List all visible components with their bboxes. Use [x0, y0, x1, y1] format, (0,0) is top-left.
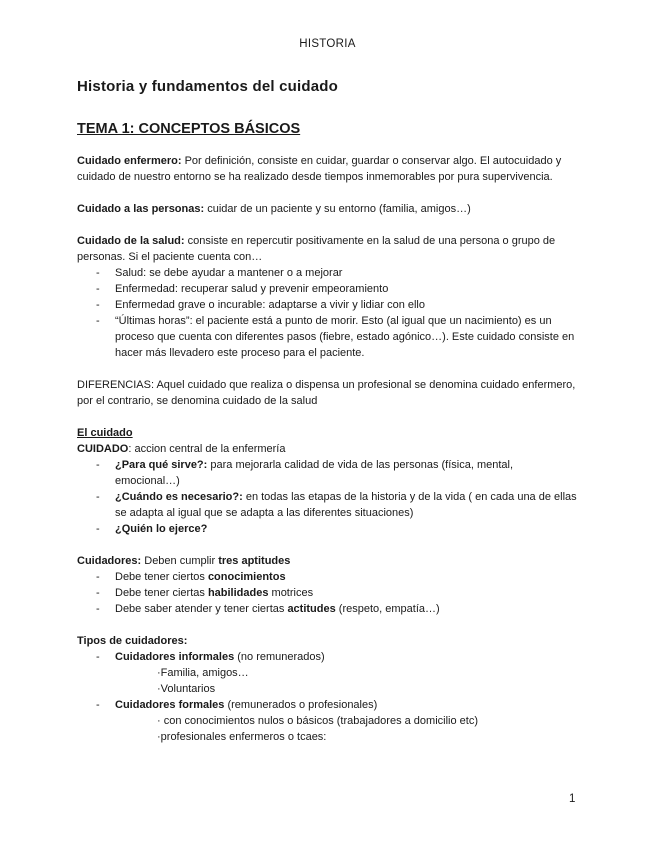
- term-label: Cuidado a las personas:: [77, 203, 205, 215]
- paragraph-cuidado-enfermero: [77, 153, 577, 185]
- salud-list: [77, 265, 577, 361]
- page-header: HISTORIA: [299, 38, 356, 50]
- cuidado-questions-list: [77, 457, 577, 537]
- term-label: CUIDADO: [77, 443, 129, 455]
- item-bold: actitudes: [287, 603, 336, 615]
- document-title: Historia y fundamentos del cuidado: [77, 78, 339, 95]
- list-item: [77, 601, 577, 617]
- paragraph-cuidado-salud: [77, 233, 577, 265]
- term-text: Por definición, consiste en cuidar, guardar o conservar algo. El autocuidado y cuidado de nuestro entorno se ha realizado desde tiempos inmemorables por pura supervivencia.: [77, 155, 562, 183]
- paragraph-diferencias: DIFERENCIAS: Aquel cuidado que realiza o dispensa un profesional se denomina cuidado enfermero, por el contrario, se denomina cuidado de la salud: [77, 379, 576, 407]
- term-label: Cuidadores:: [77, 555, 142, 567]
- page-number: 1: [569, 793, 576, 805]
- sub-item: ·Familia, amigos…: [157, 667, 249, 679]
- item-bold: habilidades: [207, 587, 269, 599]
- list-item: [77, 489, 577, 521]
- list-item: [77, 697, 577, 713]
- question-label: ¿Cuándo es necesario?:: [115, 491, 243, 503]
- list-item: - “Últimas horas”: el paciente está a punto de morir. Esto (al igual que un nacimiento) es un proceso que cuenta con diferentes pasos (fiebre, estado agónico…). Este cuidado consiste en hacer más llevadero este proceso para el paciente.: [77, 313, 577, 361]
- list-item: [77, 569, 577, 585]
- question-text: para mejorarla calidad de vida de las personas (física, mental, emocional…): [115, 459, 514, 487]
- item-text: Debe saber atender y tener ciertas: [115, 603, 288, 615]
- paragraph-cuidado-def: [77, 441, 577, 457]
- tipos-list: [77, 697, 577, 713]
- document-body: [77, 153, 577, 745]
- aptitudes-list: [77, 569, 577, 617]
- tipos-list: [77, 649, 577, 665]
- term-label: Cuidado enfermero:: [77, 155, 182, 167]
- list-item: - Salud: se debe ayudar a mantener o a mejorar: [77, 265, 577, 281]
- item-bold: Cuidadores formales: [115, 699, 225, 711]
- list-item: [77, 649, 577, 665]
- term-text: Deben cumplir: [141, 555, 219, 567]
- list-item: [77, 585, 577, 601]
- item-text: Debe tener ciertos: [115, 571, 208, 583]
- term-text: : accion central de la enfermería: [128, 443, 286, 455]
- sub-item: ·profesionales enfermeros o tcaes:: [157, 731, 327, 743]
- question-label: ¿Para qué sirve?:: [115, 459, 208, 471]
- term-bold: tres aptitudes: [218, 555, 291, 567]
- paragraph-cuidado-personas: [77, 201, 577, 217]
- subheading-el-cuidado: El cuidado: [77, 427, 133, 439]
- item-text: (remunerados o profesionales): [224, 699, 378, 711]
- term-text: consiste en repercutir positivamente en la salud de una persona o grupo de personas. Si el paciente cuenta con…: [77, 235, 556, 263]
- term-text: cuidar de un paciente y su entorno (familia, amigos…): [204, 203, 471, 215]
- section-heading: TEMA 1: CONCEPTOS BÁSICOS: [77, 121, 301, 137]
- item-text: motrices: [268, 587, 314, 599]
- subheading-tipos: Tipos de cuidadores:: [77, 635, 188, 647]
- item-text: (no remunerados): [234, 651, 325, 663]
- question-label: ¿Quién lo ejerce?: [115, 523, 208, 535]
- question-text: en todas las etapas de la historia y de la vida ( en cada una de ellas se adapta al igual que se adapta a las diferentes situaciones): [115, 491, 577, 519]
- list-item: [77, 521, 577, 537]
- list-item: [77, 457, 577, 489]
- list-item: - Enfermedad grave o incurable: adaptarse a vivir y lidiar con ello: [77, 297, 577, 313]
- item-bold: conocimientos: [207, 571, 286, 583]
- list-item: - Enfermedad: recuperar salud y prevenir empeoramiento: [77, 281, 577, 297]
- item-text: Debe tener ciertas: [115, 587, 208, 599]
- sub-item: ·Voluntarios: [157, 683, 216, 695]
- paragraph-cuidadores: [77, 553, 577, 569]
- term-label: Cuidado de la salud:: [77, 235, 185, 247]
- item-bold: Cuidadores informales: [115, 651, 235, 663]
- item-text: (respeto, empatía…): [335, 603, 440, 615]
- sub-item: · con conocimientos nulos o básicos (trabajadores a domicilio etc): [157, 715, 478, 727]
